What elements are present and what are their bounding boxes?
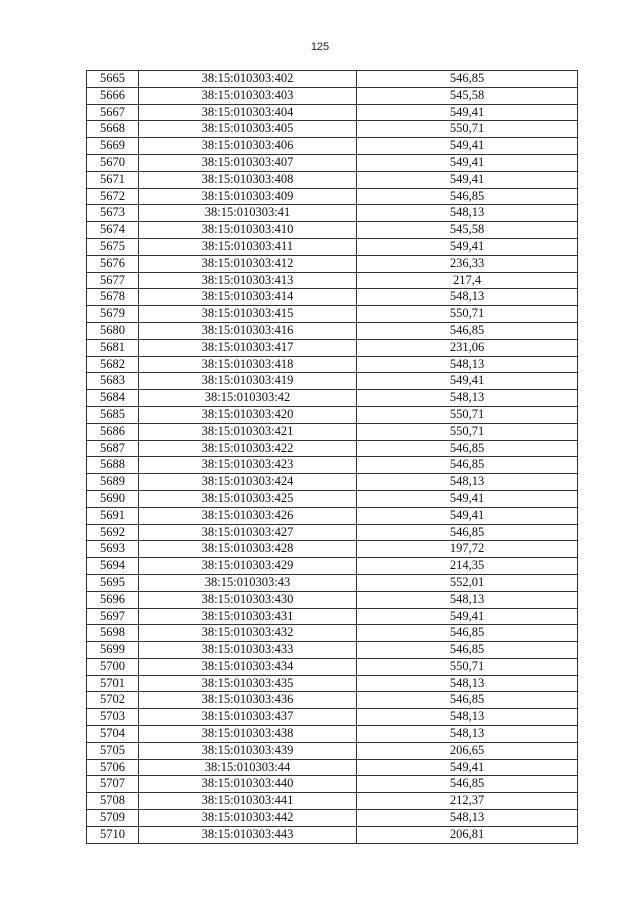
area-cell: 549,41 xyxy=(357,759,578,776)
area-cell: 217,4 xyxy=(357,272,578,289)
table-row xyxy=(87,406,578,423)
row-number-cell: 5677 xyxy=(87,272,139,289)
row-number-cell: 5671 xyxy=(87,171,139,188)
area-cell: 546,85 xyxy=(357,625,578,642)
table-row xyxy=(87,625,578,642)
row-number-cell: 5668 xyxy=(87,121,139,138)
table-row xyxy=(87,339,578,356)
area-cell: 548,13 xyxy=(357,709,578,726)
table-row xyxy=(87,658,578,675)
table-row xyxy=(87,776,578,793)
area-cell: 550,71 xyxy=(357,423,578,440)
row-number-cell: 5666 xyxy=(87,87,139,104)
area-cell: 548,13 xyxy=(357,289,578,306)
cadastral-number-cell: 38:15:010303:443 xyxy=(139,826,357,843)
area-cell: 548,13 xyxy=(357,726,578,743)
row-number-cell: 5667 xyxy=(87,104,139,121)
table-row xyxy=(87,574,578,591)
cadastral-number-cell: 38:15:010303:414 xyxy=(139,289,357,306)
cadastral-number-cell: 38:15:010303:438 xyxy=(139,726,357,743)
area-cell: 548,13 xyxy=(357,390,578,407)
area-cell: 550,71 xyxy=(357,406,578,423)
row-number-cell: 5675 xyxy=(87,238,139,255)
row-number-cell: 5684 xyxy=(87,390,139,407)
row-number-cell: 5699 xyxy=(87,642,139,659)
row-number-cell: 5702 xyxy=(87,692,139,709)
row-number-cell: 5703 xyxy=(87,709,139,726)
area-cell: 546,85 xyxy=(357,440,578,457)
area-cell: 546,85 xyxy=(357,692,578,709)
row-number-cell: 5698 xyxy=(87,625,139,642)
row-number-cell: 5674 xyxy=(87,222,139,239)
area-cell: 549,41 xyxy=(357,138,578,155)
row-number-cell: 5679 xyxy=(87,306,139,323)
area-cell: 548,13 xyxy=(357,591,578,608)
table-row xyxy=(87,289,578,306)
row-number-cell: 5695 xyxy=(87,574,139,591)
row-number-cell: 5705 xyxy=(87,742,139,759)
cadastral-number-cell: 38:15:010303:428 xyxy=(139,541,357,558)
cadastral-number-cell: 38:15:010303:430 xyxy=(139,591,357,608)
row-number-cell: 5683 xyxy=(87,373,139,390)
area-cell: 206,65 xyxy=(357,742,578,759)
row-number-cell: 5687 xyxy=(87,440,139,457)
cadastral-number-cell: 38:15:010303:42 xyxy=(139,390,357,407)
row-number-cell: 5692 xyxy=(87,524,139,541)
cadastral-number-cell: 38:15:010303:409 xyxy=(139,188,357,205)
table-row xyxy=(87,154,578,171)
cadastral-number-cell: 38:15:010303:426 xyxy=(139,507,357,524)
area-cell: 545,58 xyxy=(357,222,578,239)
area-cell: 549,41 xyxy=(357,154,578,171)
area-cell: 236,33 xyxy=(357,255,578,272)
cadastral-number-cell: 38:15:010303:434 xyxy=(139,658,357,675)
table-row xyxy=(87,272,578,289)
cadastral-number-cell: 38:15:010303:439 xyxy=(139,742,357,759)
area-cell: 549,41 xyxy=(357,238,578,255)
area-cell: 548,13 xyxy=(357,205,578,222)
table-row xyxy=(87,726,578,743)
row-number-cell: 5676 xyxy=(87,255,139,272)
cadastral-number-cell: 38:15:010303:437 xyxy=(139,709,357,726)
cadastral-number-cell: 38:15:010303:435 xyxy=(139,675,357,692)
cadastral-number-cell: 38:15:010303:431 xyxy=(139,608,357,625)
area-cell: 214,35 xyxy=(357,558,578,575)
table-row xyxy=(87,608,578,625)
row-number-cell: 5710 xyxy=(87,826,139,843)
table-row xyxy=(87,87,578,104)
area-cell: 550,71 xyxy=(357,121,578,138)
table-row xyxy=(87,222,578,239)
cadastral-number-cell: 38:15:010303:403 xyxy=(139,87,357,104)
row-number-cell: 5686 xyxy=(87,423,139,440)
cadastral-number-cell: 38:15:010303:429 xyxy=(139,558,357,575)
area-cell: 231,06 xyxy=(357,339,578,356)
cadastral-number-cell: 38:15:010303:424 xyxy=(139,474,357,491)
table-row xyxy=(87,373,578,390)
row-number-cell: 5673 xyxy=(87,205,139,222)
cadastral-number-cell: 38:15:010303:410 xyxy=(139,222,357,239)
area-cell: 549,41 xyxy=(357,608,578,625)
table-row xyxy=(87,692,578,709)
cadastral-number-cell: 38:15:010303:423 xyxy=(139,457,357,474)
row-number-cell: 5688 xyxy=(87,457,139,474)
table-row xyxy=(87,138,578,155)
area-cell: 545,58 xyxy=(357,87,578,104)
table-row xyxy=(87,306,578,323)
row-number-cell: 5681 xyxy=(87,339,139,356)
cadastral-number-cell: 38:15:010303:408 xyxy=(139,171,357,188)
cadastral-number-cell: 38:15:010303:412 xyxy=(139,255,357,272)
row-number-cell: 5701 xyxy=(87,675,139,692)
cadastral-number-cell: 38:15:010303:441 xyxy=(139,793,357,810)
table-row xyxy=(87,558,578,575)
table-row xyxy=(87,675,578,692)
cadastral-number-cell: 38:15:010303:427 xyxy=(139,524,357,541)
row-number-cell: 5709 xyxy=(87,810,139,827)
cadastral-number-cell: 38:15:010303:43 xyxy=(139,574,357,591)
cadastral-number-cell: 38:15:010303:44 xyxy=(139,759,357,776)
row-number-cell: 5697 xyxy=(87,608,139,625)
area-cell: 546,85 xyxy=(357,322,578,339)
cadastral-number-cell: 38:15:010303:402 xyxy=(139,71,357,88)
row-number-cell: 5690 xyxy=(87,490,139,507)
area-cell: 212,37 xyxy=(357,793,578,810)
cadastral-number-cell: 38:15:010303:418 xyxy=(139,356,357,373)
cadastral-number-cell: 38:15:010303:416 xyxy=(139,322,357,339)
row-number-cell: 5706 xyxy=(87,759,139,776)
table-row xyxy=(87,793,578,810)
cadastral-number-cell: 38:15:010303:405 xyxy=(139,121,357,138)
table-row xyxy=(87,121,578,138)
area-cell: 549,41 xyxy=(357,104,578,121)
table-row xyxy=(87,104,578,121)
area-cell: 549,41 xyxy=(357,373,578,390)
parcel-table-body xyxy=(87,71,578,844)
table-row xyxy=(87,742,578,759)
area-cell: 548,13 xyxy=(357,810,578,827)
area-cell: 550,71 xyxy=(357,306,578,323)
table-row xyxy=(87,71,578,88)
area-cell: 549,41 xyxy=(357,490,578,507)
row-number-cell: 5672 xyxy=(87,188,139,205)
table-row xyxy=(87,709,578,726)
cadastral-number-cell: 38:15:010303:425 xyxy=(139,490,357,507)
table-row xyxy=(87,524,578,541)
area-cell: 546,85 xyxy=(357,776,578,793)
row-number-cell: 5689 xyxy=(87,474,139,491)
area-cell: 546,85 xyxy=(357,642,578,659)
row-number-cell: 5670 xyxy=(87,154,139,171)
table-row xyxy=(87,205,578,222)
area-cell: 548,13 xyxy=(357,356,578,373)
table-row xyxy=(87,474,578,491)
area-cell: 546,85 xyxy=(357,71,578,88)
table-row xyxy=(87,642,578,659)
row-number-cell: 5708 xyxy=(87,793,139,810)
area-cell: 206,81 xyxy=(357,826,578,843)
area-cell: 549,41 xyxy=(357,171,578,188)
row-number-cell: 5696 xyxy=(87,591,139,608)
cadastral-number-cell: 38:15:010303:433 xyxy=(139,642,357,659)
table-row xyxy=(87,188,578,205)
area-cell: 550,71 xyxy=(357,658,578,675)
row-number-cell: 5694 xyxy=(87,558,139,575)
cadastral-number-cell: 38:15:010303:404 xyxy=(139,104,357,121)
area-cell: 546,85 xyxy=(357,457,578,474)
row-number-cell: 5704 xyxy=(87,726,139,743)
cadastral-number-cell: 38:15:010303:419 xyxy=(139,373,357,390)
cadastral-number-cell: 38:15:010303:436 xyxy=(139,692,357,709)
cadastral-number-cell: 38:15:010303:432 xyxy=(139,625,357,642)
cadastral-number-cell: 38:15:010303:421 xyxy=(139,423,357,440)
row-number-cell: 5685 xyxy=(87,406,139,423)
cadastral-number-cell: 38:15:010303:411 xyxy=(139,238,357,255)
table-row xyxy=(87,255,578,272)
row-number-cell: 5669 xyxy=(87,138,139,155)
area-cell: 548,13 xyxy=(357,474,578,491)
cadastral-number-cell: 38:15:010303:417 xyxy=(139,339,357,356)
cadastral-number-cell: 38:15:010303:406 xyxy=(139,138,357,155)
cadastral-number-cell: 38:15:010303:422 xyxy=(139,440,357,457)
table-row xyxy=(87,507,578,524)
area-cell: 549,41 xyxy=(357,507,578,524)
cadastral-number-cell: 38:15:010303:41 xyxy=(139,205,357,222)
table-row xyxy=(87,171,578,188)
cadastral-number-cell: 38:15:010303:415 xyxy=(139,306,357,323)
area-cell: 197,72 xyxy=(357,541,578,558)
row-number-cell: 5691 xyxy=(87,507,139,524)
table-row xyxy=(87,440,578,457)
table-row xyxy=(87,457,578,474)
cadastral-number-cell: 38:15:010303:440 xyxy=(139,776,357,793)
row-number-cell: 5707 xyxy=(87,776,139,793)
parcel-table xyxy=(86,70,578,844)
table-row xyxy=(87,826,578,843)
table-row xyxy=(87,322,578,339)
area-cell: 546,85 xyxy=(357,524,578,541)
table-row xyxy=(87,759,578,776)
row-number-cell: 5665 xyxy=(87,71,139,88)
page-number: 125 xyxy=(310,41,330,53)
area-cell: 552,01 xyxy=(357,574,578,591)
row-number-cell: 5678 xyxy=(87,289,139,306)
cadastral-number-cell: 38:15:010303:407 xyxy=(139,154,357,171)
table-row xyxy=(87,423,578,440)
area-cell: 546,85 xyxy=(357,188,578,205)
row-number-cell: 5693 xyxy=(87,541,139,558)
cadastral-number-cell: 38:15:010303:413 xyxy=(139,272,357,289)
cadastral-number-cell: 38:15:010303:420 xyxy=(139,406,357,423)
table-row xyxy=(87,390,578,407)
table-row xyxy=(87,810,578,827)
table-row xyxy=(87,356,578,373)
row-number-cell: 5700 xyxy=(87,658,139,675)
area-cell: 548,13 xyxy=(357,675,578,692)
row-number-cell: 5680 xyxy=(87,322,139,339)
row-number-cell: 5682 xyxy=(87,356,139,373)
table-row xyxy=(87,490,578,507)
table-row xyxy=(87,591,578,608)
table-row xyxy=(87,541,578,558)
table-row xyxy=(87,238,578,255)
cadastral-number-cell: 38:15:010303:442 xyxy=(139,810,357,827)
